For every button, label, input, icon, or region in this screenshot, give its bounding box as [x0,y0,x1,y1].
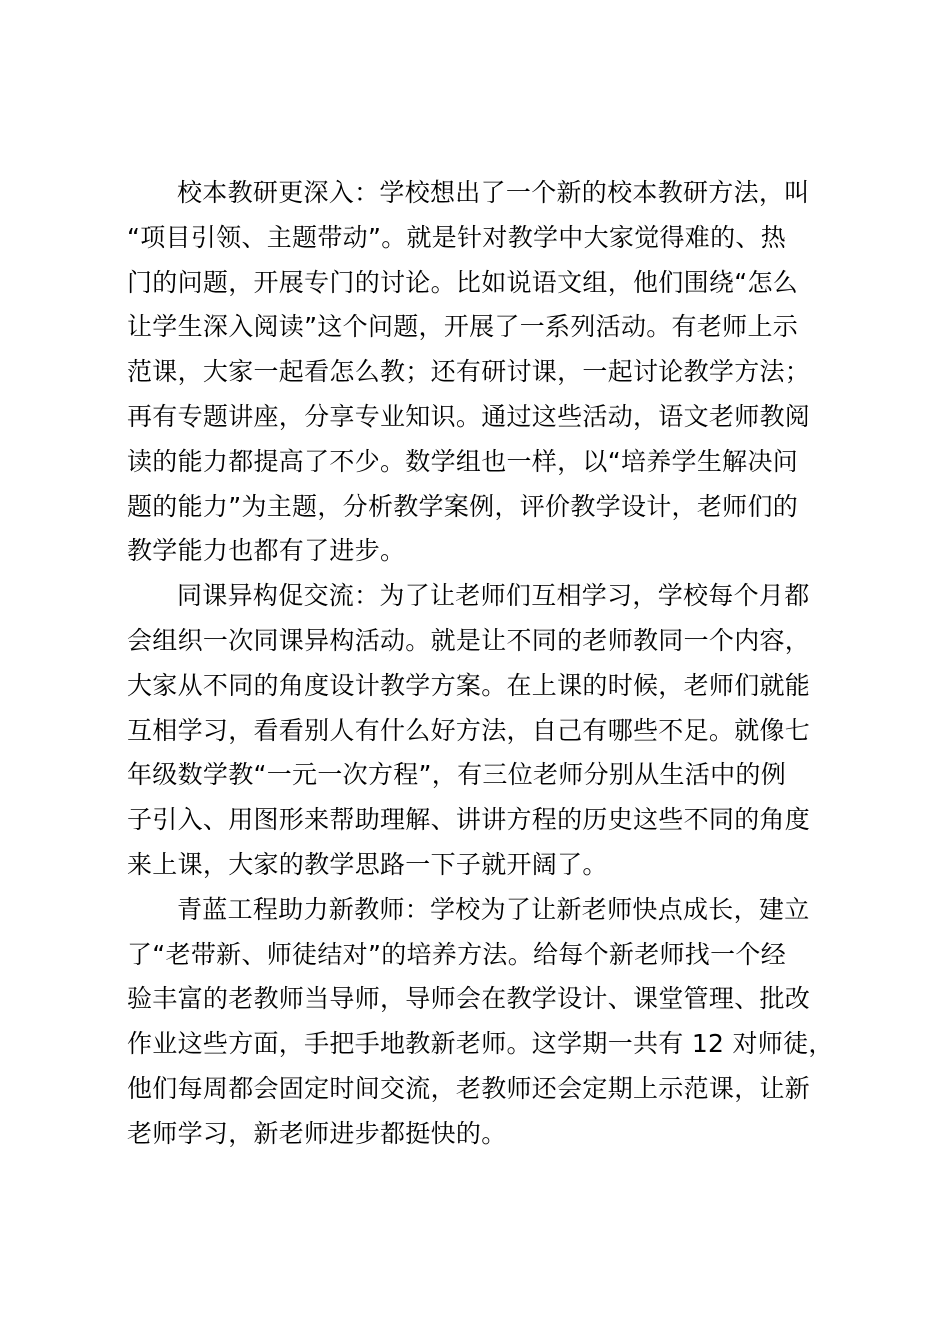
paragraph-2-line-3: 大家从不同的角度设计教学方案。在上课的时候，老师们就能 [127,670,811,700]
paragraph-1-line-4: 让学生深入阅读”这个问题，开展了一系列活动。有老师上示 [127,312,799,342]
paragraph-2-line-5: 年级数学教“一元一次方程”，有三位老师分别从生活中的例 [127,760,787,790]
paragraph-3-line-6: 老师学习，新老师进步都挺快的。 [127,1118,507,1148]
paragraph-2-line-1: 同课异构促交流：为了让老师们互相学习，学校每个月都 [177,581,810,611]
paragraph-1-line-6: 再有专题讲座，分享专业知识。通过这些活动，语文老师教阅 [127,401,811,431]
body-text [127,171,833,1157]
paragraph-1-line-1: 校本教研更深入：学校想出了一个新的校本教研方法，叫 [177,178,810,207]
paragraph-2-line-2: 会组织一次同课异构活动。就是让不同的老师教同一个内容， [127,625,811,655]
paragraph-2-line-4: 互相学习，看看别人有什么好方法，自己有哪些不足。就像七 [127,715,811,745]
paragraph-3-line-3: 验丰富的老教师当导师，导师会在教学设计、课堂管理、批改 [127,984,811,1014]
paragraph-3-line-1: 青蓝工程助力新教师：学校为了让新老师快点成长，建立 [177,894,810,924]
paragraph-1-line-8: 题的能力”为主题，分析教学案例，评价教学设计，老师们的 [127,491,799,521]
paragraph-3-line-2: 了“老带新、师徒结对”的培养方法。给每个新老师找一个经 [127,939,787,969]
paragraph-1-line-2: “项目引领、主题带动”。就是针对教学中大家觉得难的、热 [127,222,787,252]
paragraph-2-line-7: 来上课，大家的教学思路一下子就开阔了。 [127,849,608,879]
paragraph-1-line-9: 教学能力也都有了进步。 [127,536,406,566]
paragraph-1-line-3: 门的问题，开展专门的讨论。比如说语文组，他们围绕“怎么 [127,267,799,297]
paragraph-2-line-6: 子引入、用图形来帮助理解、讲讲方程的历史这些不同的角度 [127,805,811,835]
paragraph-3-line-4: 作业这些方面，手把手地教新老师。这学期一共有 12 对师徒， [127,1029,834,1059]
paragraph-3-line-5: 他们每周都会固定时间交流，老教师还会定期上示范课，让新 [127,1073,811,1103]
paragraph-1-line-7: 读的能力都提高了不少。数学组也一样，以“培养学生解决问 [127,446,799,476]
paragraph-1-line-5: 范课，大家一起看怎么教；还有研讨课，一起讨论教学方法； [127,357,811,387]
